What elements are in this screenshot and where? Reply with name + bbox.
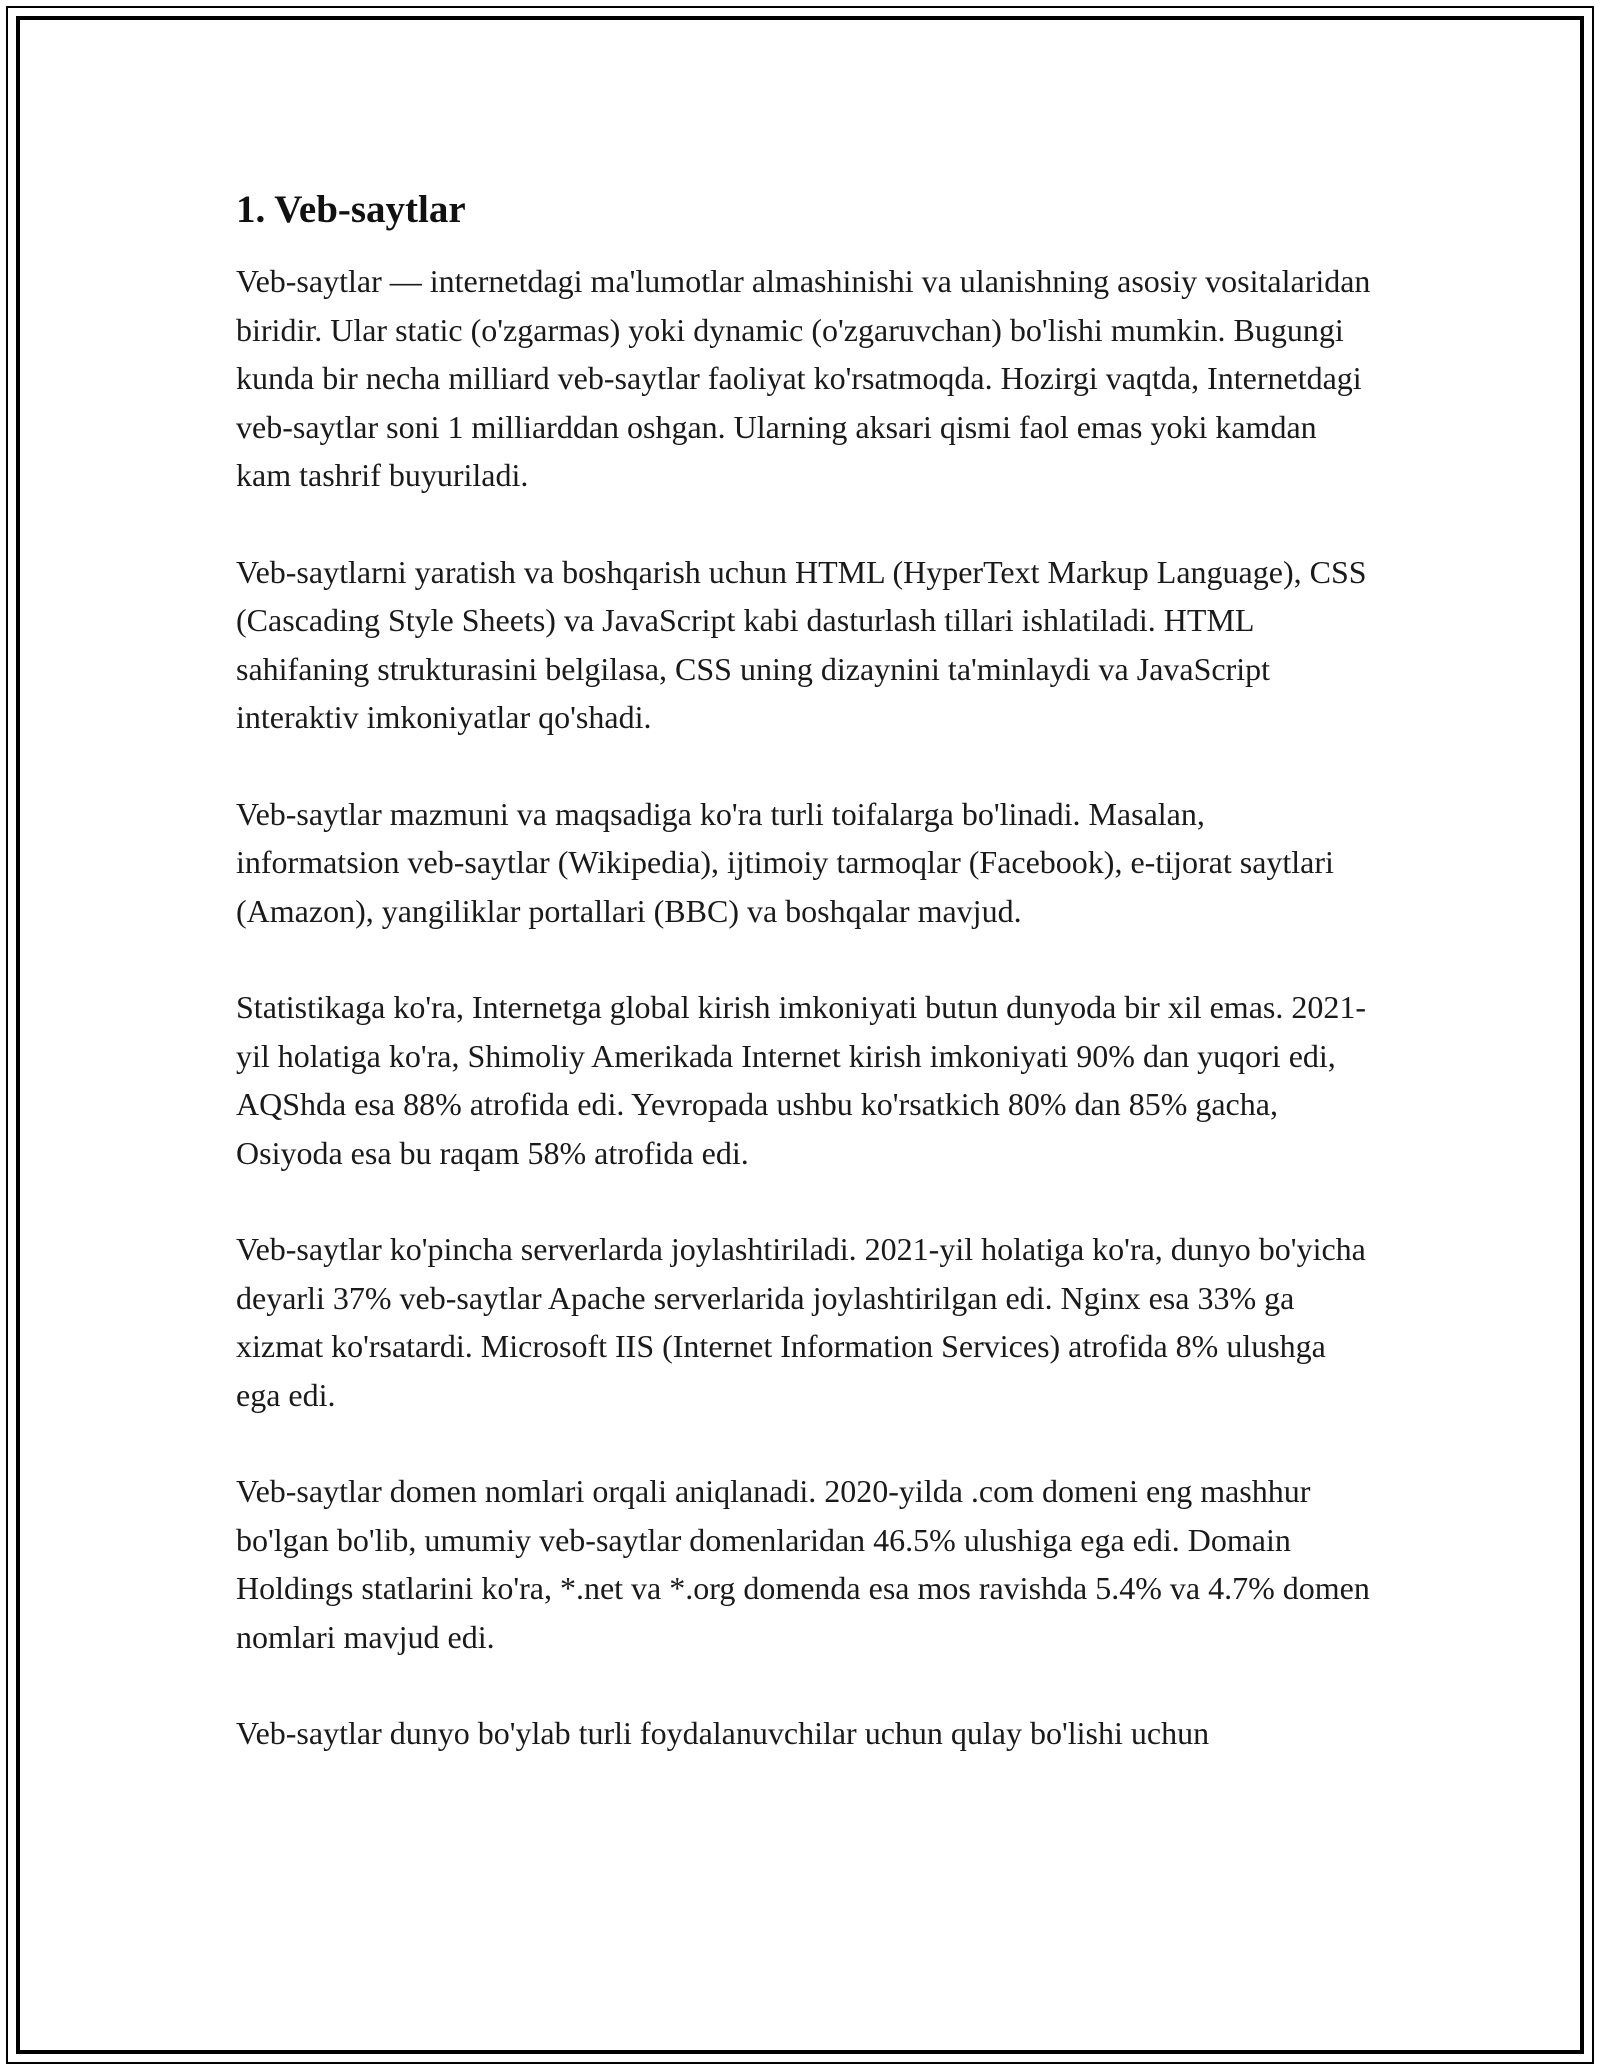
paragraph-4: Statistikaga ko'ra, Internetga global kirish imkoniyati butun dunyoda bir xil emas. 2021-yil holatiga ko'ra, Shimoliy Amerikada Internet kirish imkoniyati 90% dan yuqori edi, AQShda esa 88% atrofida edi. Yevropada ushbu ko'rsatkich 80% dan 85% gacha, Osiyoda esa bu raqam 58% atrofida edi. [236, 989, 1366, 1171]
paragraph-5: Veb-saytlar ko'pincha serverlarda joylashtiriladi. 2021-yil holatiga ko'ra, dunyo bo'yicha deyarli 37% veb-saytlar Apache serverlarida joylashtirilgan edi. Nginx esa 33% ga xizmat ko'rsatardi. Microsoft IIS (Internet Information Services) atrofida 8% ulushga ega edi. [236, 1231, 1366, 1413]
paragraph-6: Veb-saytlar domen nomlari orqali aniqlanadi. 2020-yilda .com domeni eng mashhur bo'lgan bo'lib, umumiy veb-saytlar domenlaridan 46.5% ulushiga ega edi. Domain Holdings statlarini ko'ra, *.net va *.org domenda esa mos ravishda 5.4% va 4.7% domen nomlari mavjud edi. [236, 1473, 1370, 1655]
document-body [236, 185, 1376, 1806]
paragraph-3: Veb-saytlar mazmuni va maqsadiga ko'ra turli toifalarga bo'linadi. Masalan, informatsion veb-saytlar (Wikipedia), ijtimoiy tarmoqlar (Facebook), e-tijorat saytlari (Amazon), yangiliklar portallari (BBC) va boshqalar mavjud. [236, 795, 1334, 929]
paragraph-7: Veb-saytlar dunyo bo'ylab turli foydalanuvchilar uchun qulay bo'lishi uchun [236, 1715, 1210, 1751]
section-title: 1. Veb-saytlar [236, 188, 466, 231]
paragraph-1: Veb-saytlar — internetdagi ma'lumotlar almashinishi va ulanishning asosiy vositalaridan biridir. Ular static (o'zgarmas) yoki dynamic (o'zgaruvchan) bo'lishi mumkin. Bugungi kunda bir necha milliard veb-saytlar faoliyat ko'rsatmoqda. Hozirgi vaqtda, Internetdagi veb-saytlar soni 1 milliarddan oshgan. Ularning aksari qismi faol emas yoki kamdan kam tashrif buyuriladi. [236, 263, 1371, 493]
paragraph-2: Veb-saytlarni yaratish va boshqarish uchun HTML (HyperText Markup Language), CSS (Cascading Style Sheets) va JavaScript kabi dasturlash tillari ishlatiladi. HTML sahifaning strukturasini belgilasa, CSS uning dizaynini ta'minlaydi va JavaScript interaktiv imkoniyatlar qo'shadi. [236, 553, 1367, 735]
